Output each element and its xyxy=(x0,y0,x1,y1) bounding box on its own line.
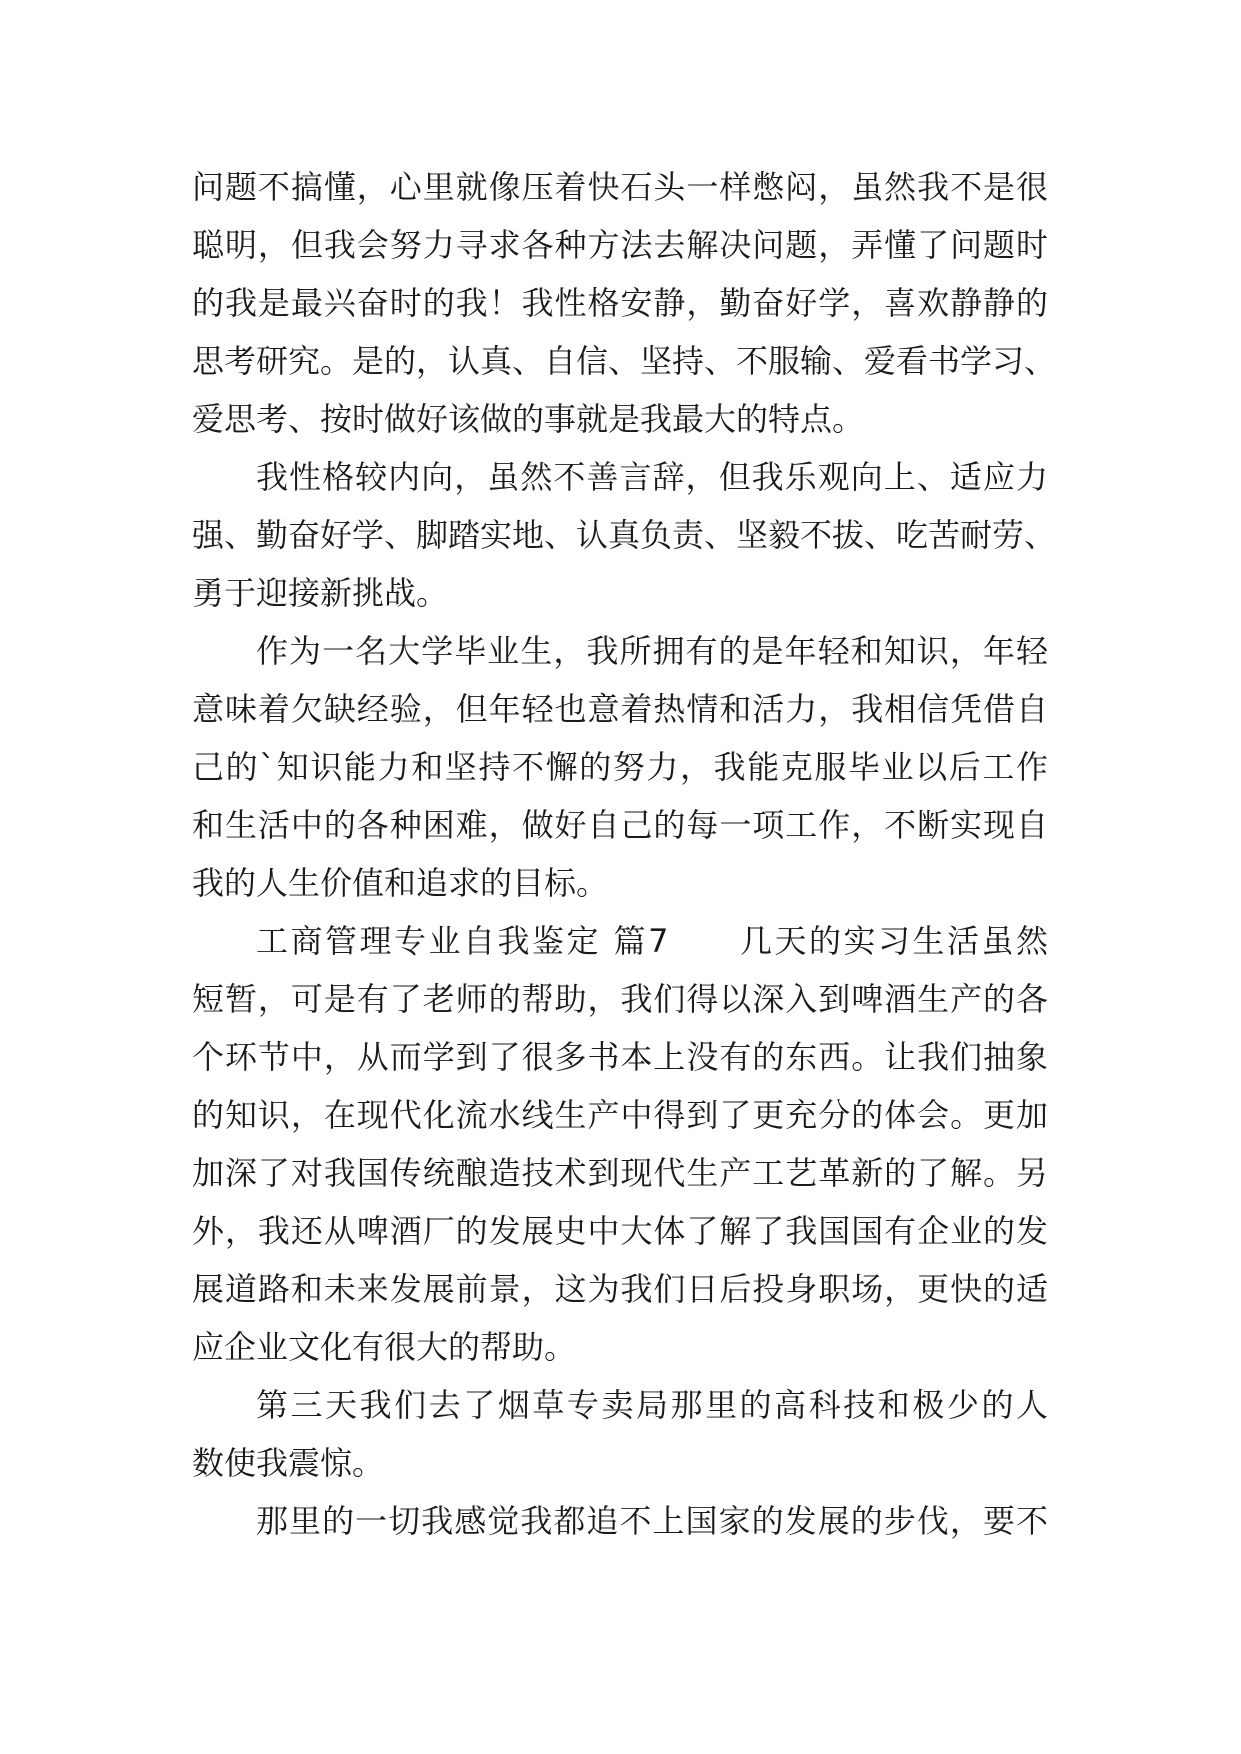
text-line: 应企业文化有很大的帮助。 xyxy=(192,1328,577,1366)
text-line: 展道路和未来发展前景，这为我们日后投身职场，更快的适 xyxy=(192,1270,1048,1308)
text-line: 工商管理专业自我鉴定 篇7 几天的实习生活虽然 xyxy=(256,922,1048,960)
text-line: 我性格较内向，虽然不善言辞，但我乐观向上、适应力 xyxy=(256,458,1048,496)
text-line: 意味着欠缺经验，但年轻也意着热情和活力，我相信凭借自 xyxy=(192,690,1048,728)
text-line: 我的人生价值和追求的目标。 xyxy=(192,864,609,902)
text-line: 己的`知识能力和坚持不懈的努力，我能克服毕业以后工作 xyxy=(192,748,1048,786)
text-line: 聪明，但我会努力寻求各种方法去解决问题，弄懂了问题时 xyxy=(192,226,1048,264)
text-line: 勇于迎接新挑战。 xyxy=(192,574,449,612)
text-line: 问题不搞懂，心里就像压着快石头一样憋闷，虽然我不是很 xyxy=(192,168,1048,206)
text-line: 思考研究。是的，认真、自信、坚持、不服输、爱看书学习、 xyxy=(192,342,1057,380)
text-line: 数使我震惊。 xyxy=(192,1444,385,1482)
text-line: 个环节中，从而学到了很多书本上没有的东西。让我们抽象 xyxy=(192,1038,1048,1076)
body-text xyxy=(192,158,1057,1550)
text-line: 的我是最兴奋时的我！我性格安静，勤奋好学，喜欢静静的 xyxy=(192,284,1048,322)
text-line: 作为一名大学毕业生，我所拥有的是年轻和知识，年轻 xyxy=(256,632,1048,670)
text-line: 那里的一切我感觉我都追不上国家的发展的步伐，要不 xyxy=(256,1502,1048,1540)
text-line: 外，我还从啤酒厂的发展史中大体了解了我国国有企业的发 xyxy=(192,1212,1048,1250)
text-line: 的知识，在现代化流水线生产中得到了更充分的体会。更加 xyxy=(192,1096,1048,1134)
text-line: 爱思考、按时做好该做的事就是我最大的特点。 xyxy=(192,400,865,438)
text-line: 和生活中的各种困难，做好自己的每一项工作，不断实现自 xyxy=(192,806,1048,844)
text-line: 加深了对我国传统酿造技术到现代生产工艺革新的了解。另 xyxy=(192,1154,1048,1192)
text-line: 强、勤奋好学、脚踏实地、认真负责、坚毅不拔、吃苦耐劳、 xyxy=(192,516,1057,554)
text-line: 短暂，可是有了老师的帮助，我们得以深入到啤酒生产的各 xyxy=(192,980,1048,1018)
text-line: 第三天我们去了烟草专卖局那里的高科技和极少的人 xyxy=(256,1386,1048,1424)
